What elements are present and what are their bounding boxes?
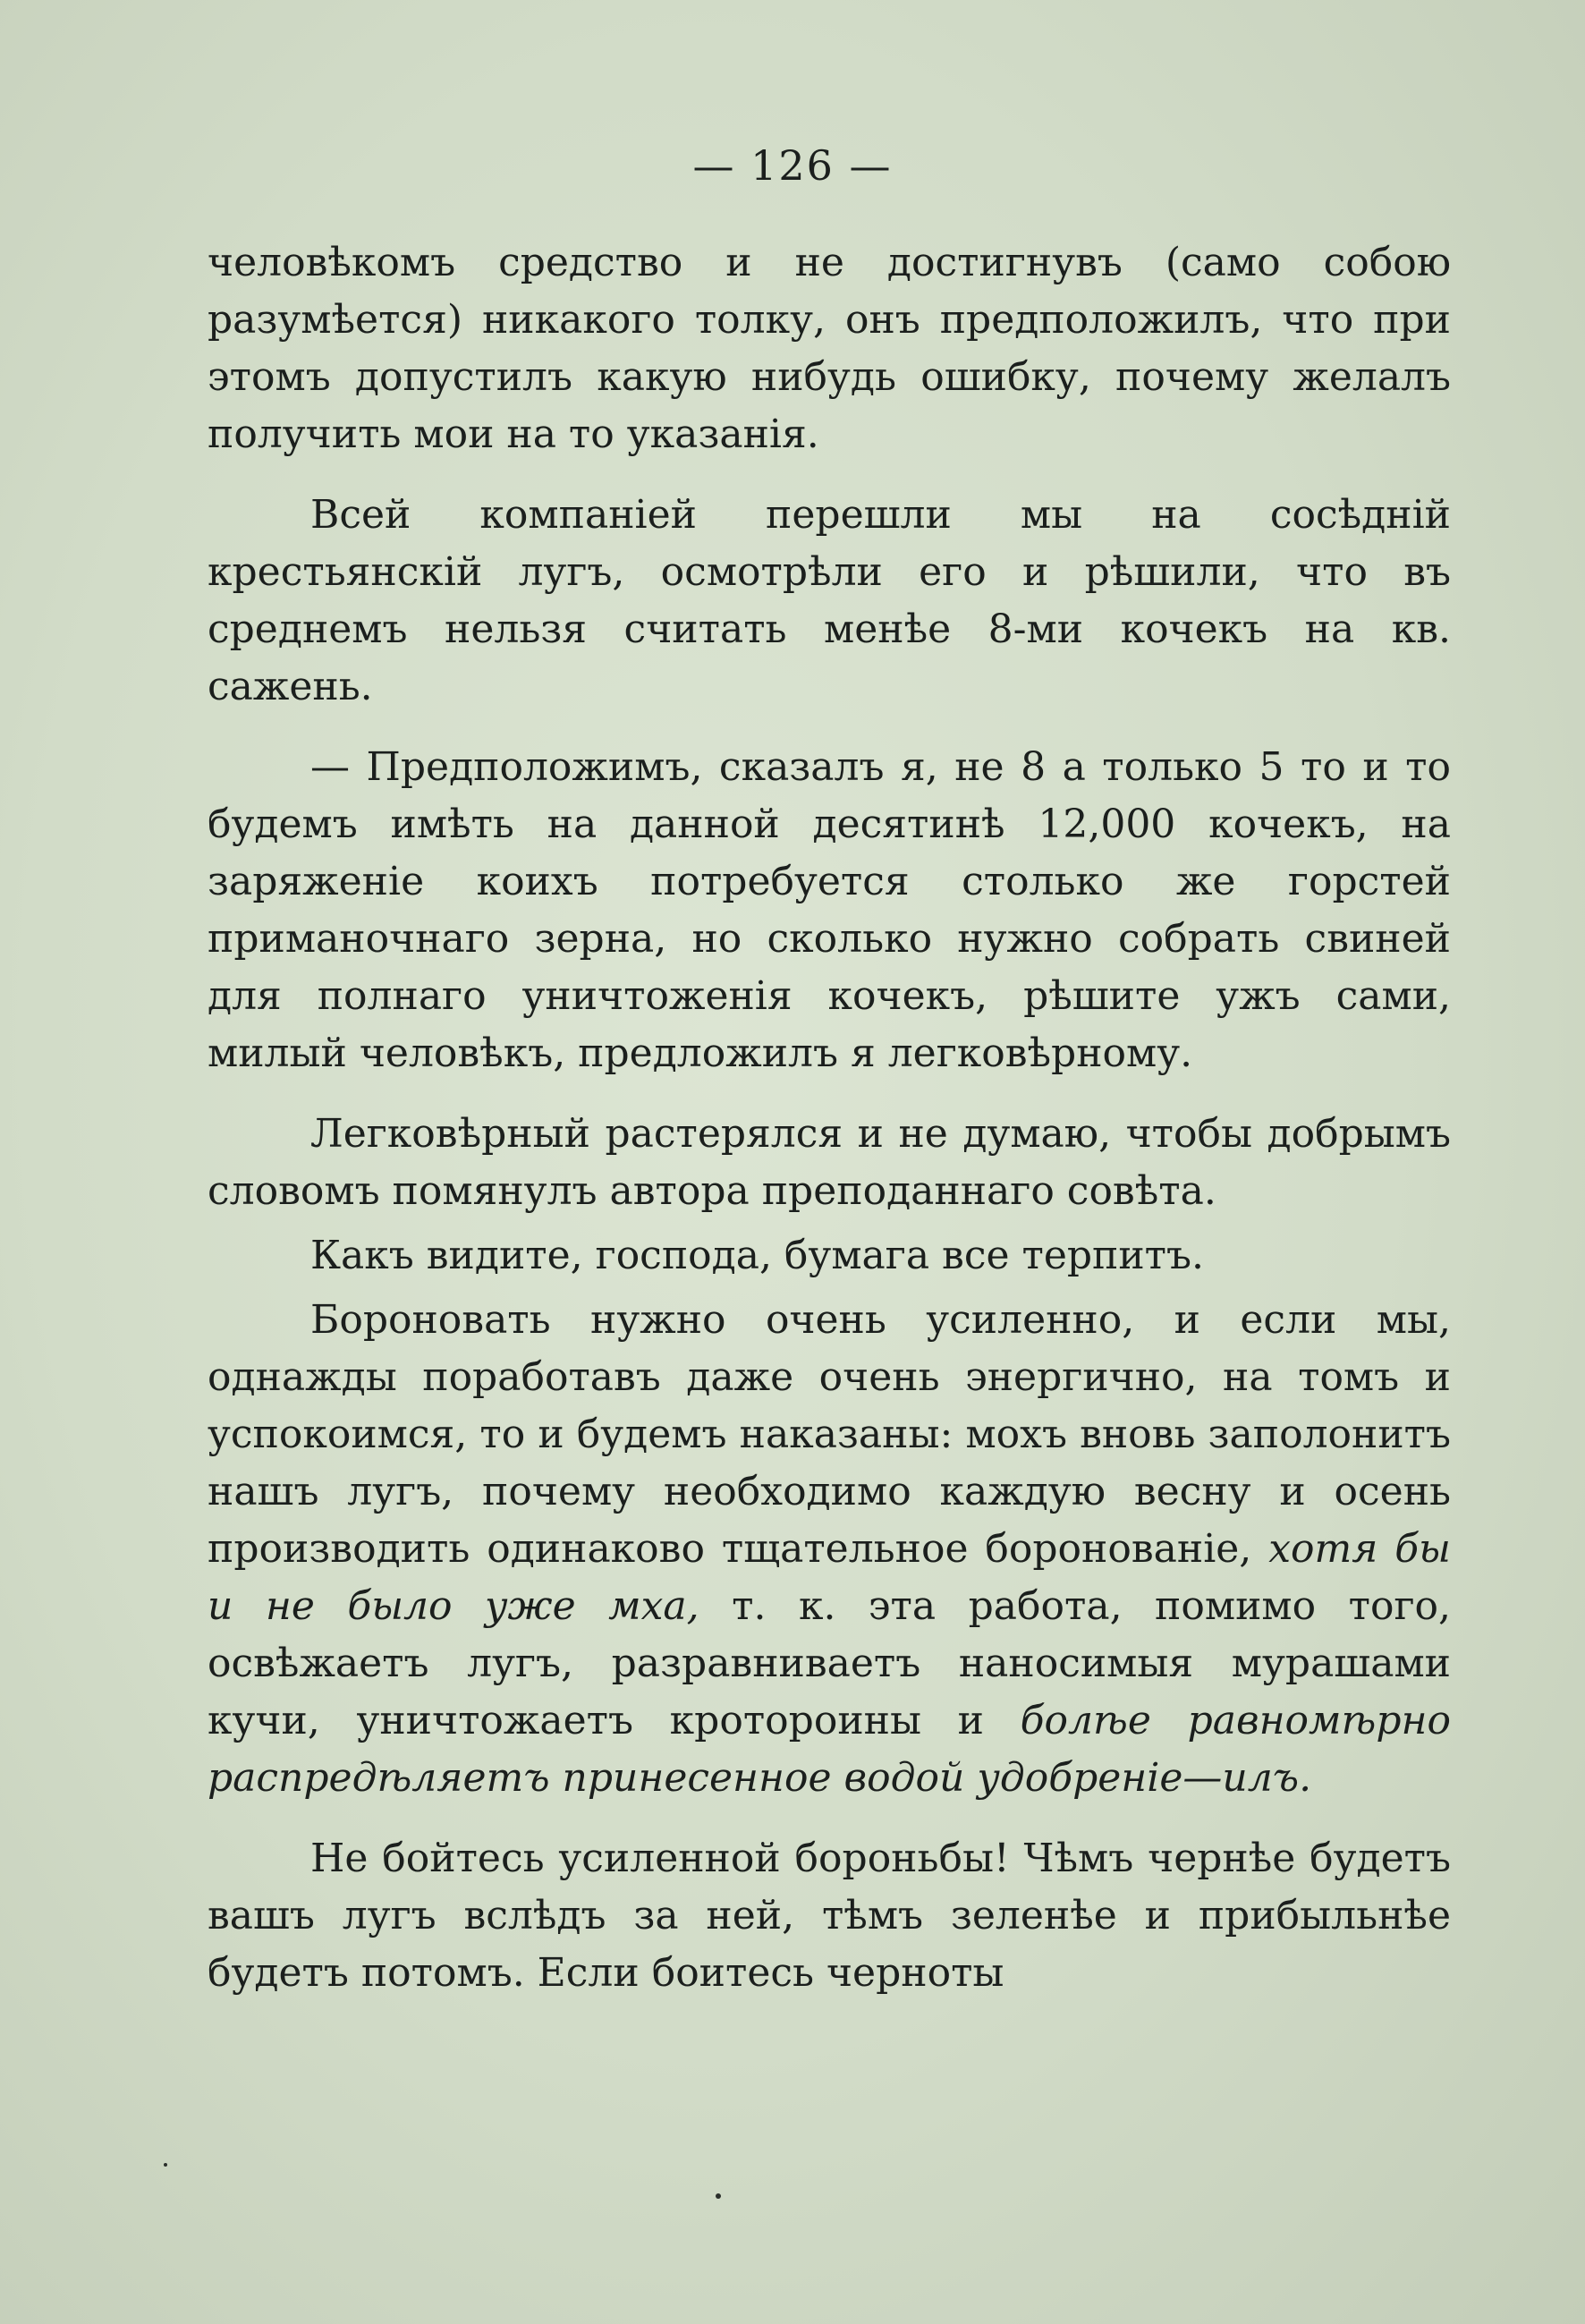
paragraph-peasant-meadow: Всей компаніей перешли мы на сосѣдній крестьянскій лугъ, осмотрѣли его и рѣшили, что въ среднемъ нельзя считать менѣе 8-ми кочекъ на кв. сажень. <box>208 492 1451 709</box>
harrowing-emphasis-1: хотя бы и не было уже мха, <box>208 1526 1451 1629</box>
paragraph-dialogue: — Предположимъ, сказалъ я, не 8 а только 5 то и то будемъ имѣть на данной десятинѣ 12,000 кочекъ, на заряженіе коихъ потребуется столько же горстей приманочнаго зерна, но сколько нужно собрать свиней для полнаго уничтоженія кочекъ, рѣшите ужъ сами, милый человѣкъ, предложилъ я легковѣрному. <box>208 744 1451 1076</box>
paragraph-gullible: Легковѣрный растерялся и не думаю, чтобы добрымъ словомъ помянулъ автора преподаннаго совѣта. <box>208 1111 1451 1214</box>
paper-speck <box>164 2163 167 2167</box>
paper-speck <box>716 2193 721 2199</box>
page-number: — 126 — <box>692 141 893 190</box>
harrowing-text-2: т. к. эта работа, помимо того, освѣжаетъ лугъ, разравниваетъ наносимыя мурашами кучи, уничтожаетъ кротороины и <box>208 1583 1451 1743</box>
paragraph-harrowing <box>208 1292 1451 1807</box>
body-text <box>208 234 1451 2002</box>
harrowing-emphasis-2: болѣе равномѣрно распредѣляетъ принесенное водой удобреніе—илъ. <box>208 1698 1451 1801</box>
harrowing-text-1: Бороновать нужно очень усиленно, и если мы, однажды поработавъ даже очень энергично, на томъ и успокоимся, то и будемъ наказаны: мохъ вновь заполонитъ нашъ лугъ, почему необходимо каждую весну и осень производить одинаково тщательное боронованіе, <box>208 1297 1451 1572</box>
paragraph-continuation: человѣкомъ средство и не достигнувъ (само собою разумѣется) никакого толку, онъ предположилъ, что при этомъ допустилъ какую нибудь ошибку, почему желалъ получить мои на то указанія. <box>208 240 1451 457</box>
paragraph-do-not-fear: Не бойтесь усиленной бороньбы! Чѣмъ чернѣе будетъ вашъ лугъ вслѣдъ за ней, тѣмъ зеленѣе и прибыльнѣе будетъ потомъ. Если боитесь черноты <box>208 1836 1451 1996</box>
paragraph-paper-endures: Какъ видите, господа, бумага все терпитъ. <box>310 1233 1205 1278</box>
